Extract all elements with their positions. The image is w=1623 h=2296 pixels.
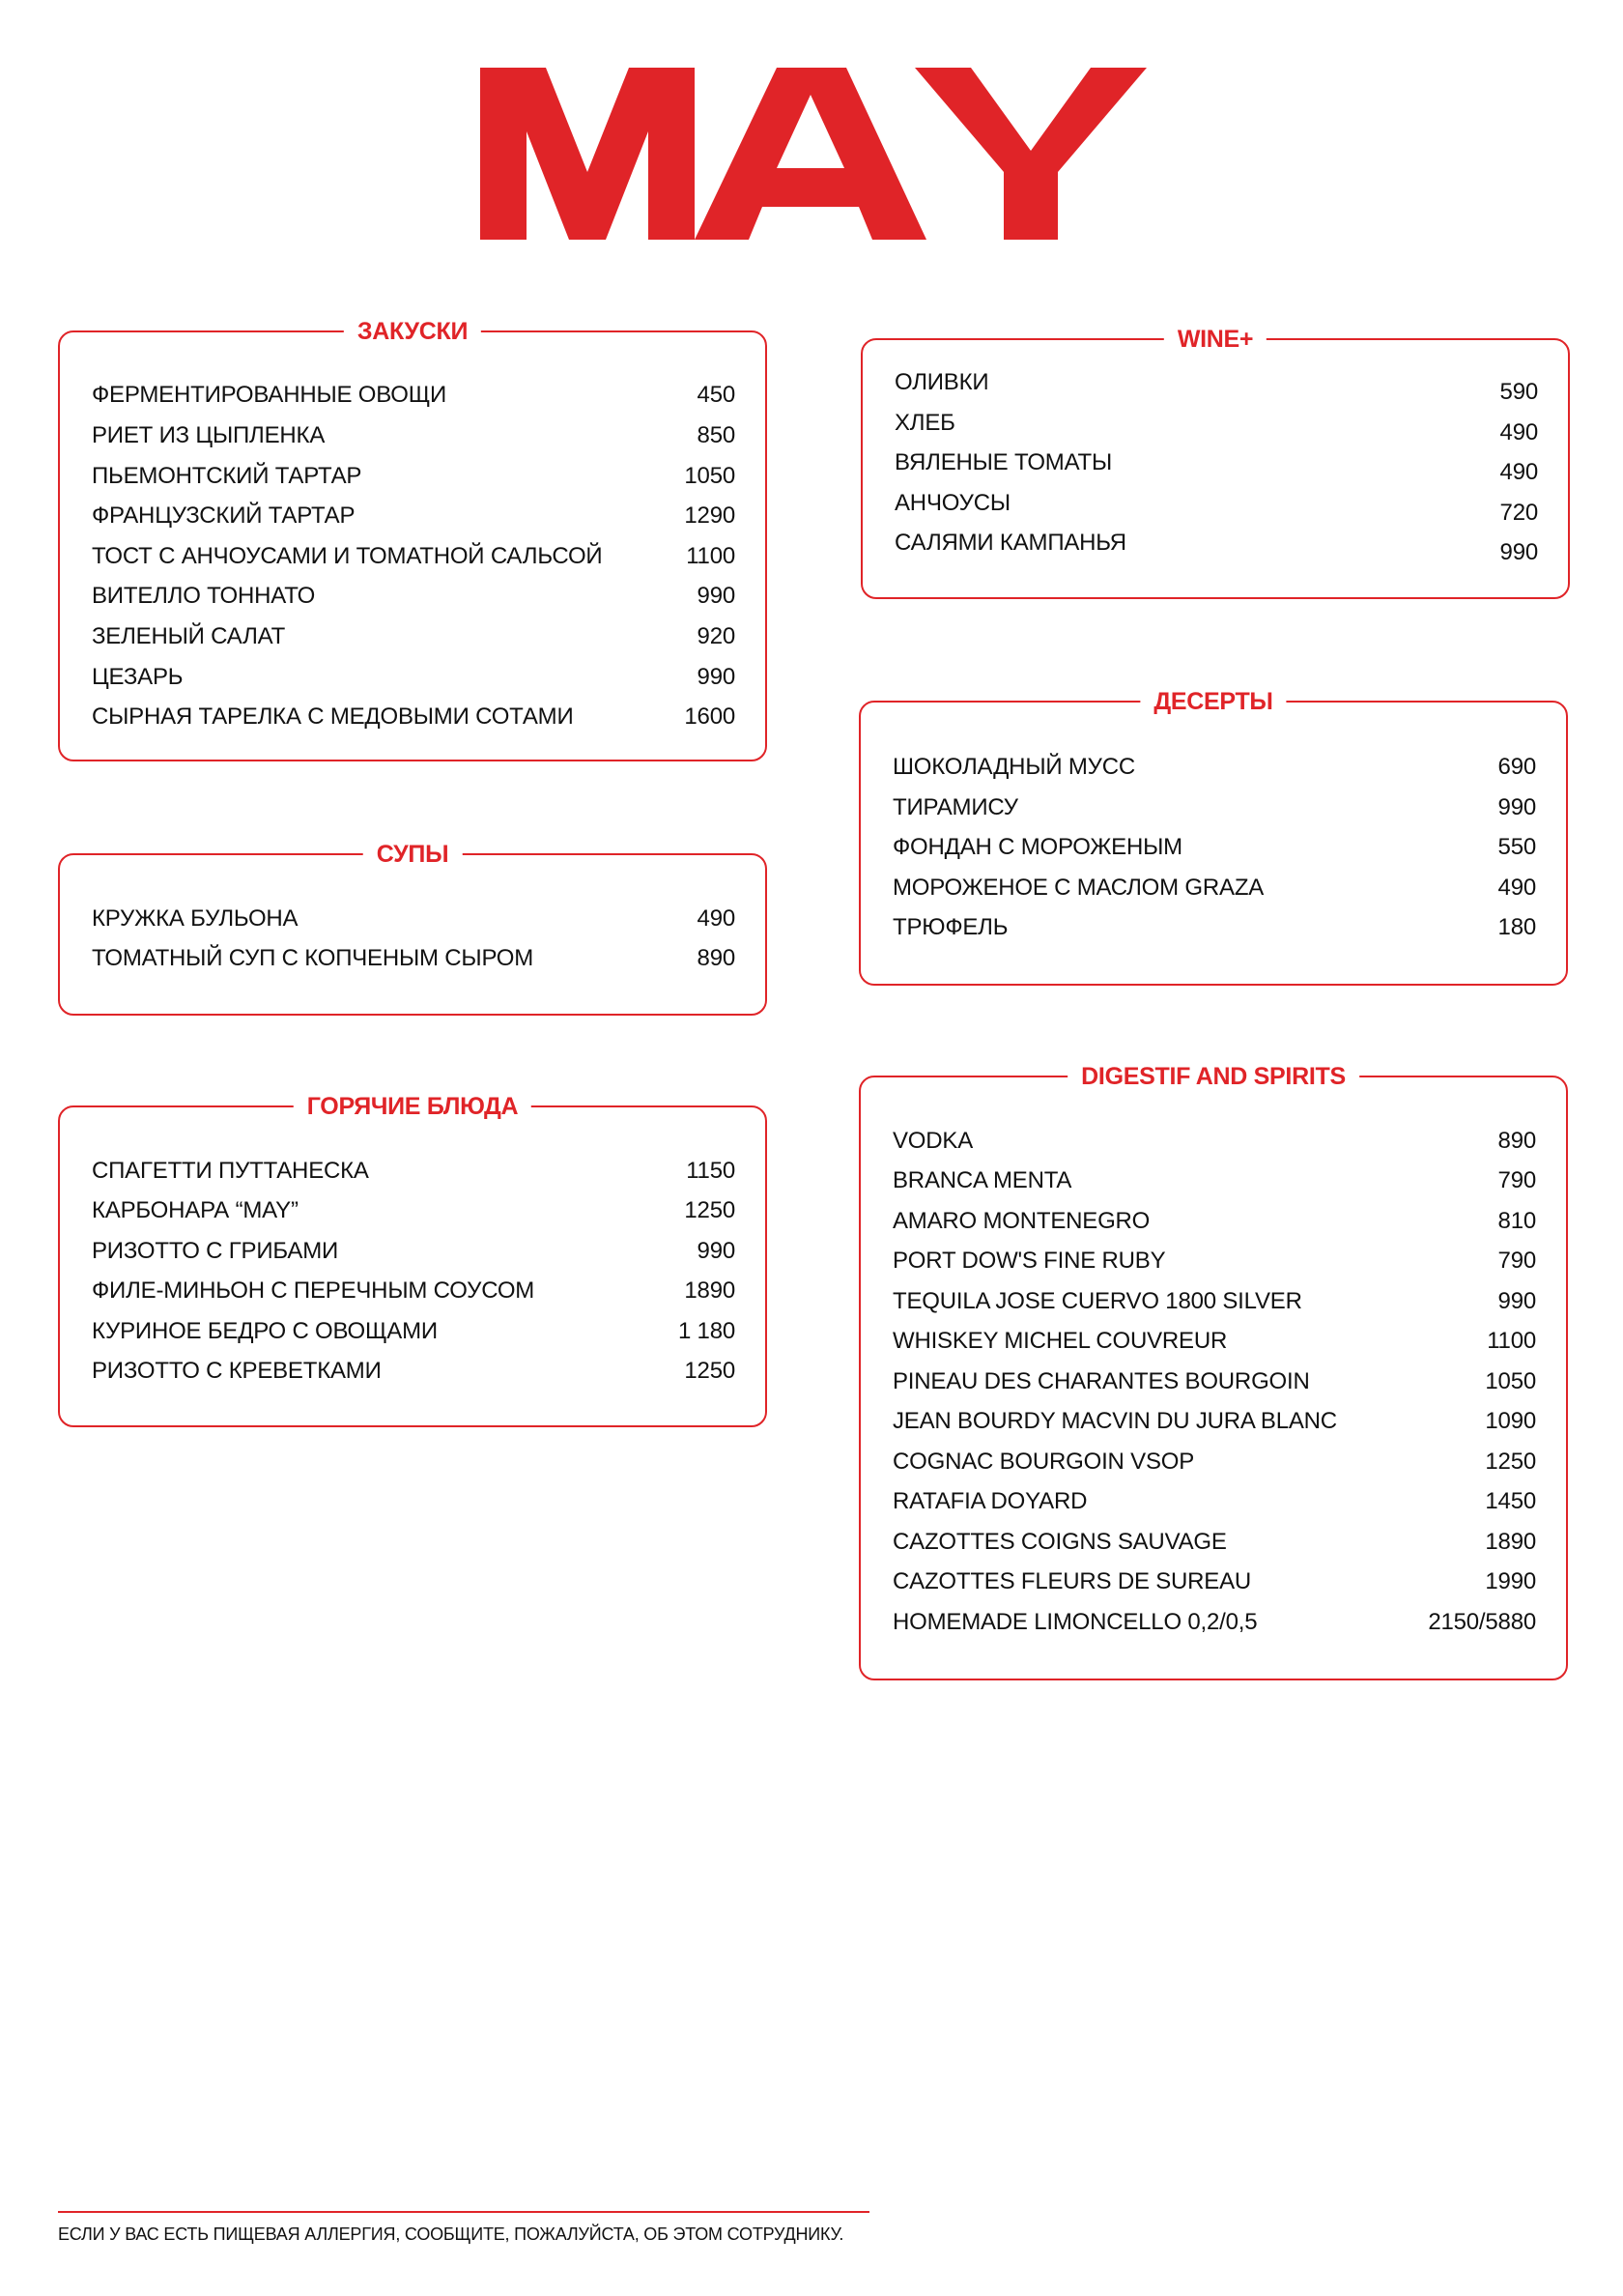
item-name: CAZOTTES COIGNS SAUVAGE (893, 1528, 1227, 1555)
section-title: ЗАКУСКИ (344, 317, 481, 346)
menu-item (893, 1481, 1536, 1521)
item-name: РИЗОТТО С ГРИБАМИ (92, 1237, 339, 1264)
menu-item (92, 536, 735, 576)
item-name: TEQUILA JOSE CUERVO 1800 SILVER (893, 1287, 1302, 1314)
menu-item (893, 1362, 1536, 1401)
item-name: AMARO MONTENEGRO (893, 1207, 1151, 1234)
item-price: 1600 (684, 703, 735, 730)
item-price: 490 (697, 904, 735, 932)
item-name: МОРОЖЕНОЕ С МАСЛОМ GRAZA (893, 874, 1265, 901)
menu-item (92, 416, 735, 455)
logo-letter-a (695, 68, 926, 240)
menu-item (893, 1522, 1536, 1562)
menu-item (895, 490, 1538, 530)
allergy-note: ЕСЛИ У ВАС ЕСТЬ ПИЩЕВАЯ АЛЛЕРГИЯ, СООБЩИТЕ, ПОЖАЛУЙСТА, ОБ ЭТОМ СОТРУДНИКУ. (58, 2224, 844, 2244)
menu-item (893, 1602, 1536, 1642)
section-supy (58, 841, 767, 1016)
section-title: ГОРЯЧИЕ БЛЮДА (294, 1092, 531, 1121)
item-price: 1050 (1485, 1367, 1536, 1394)
logo-letter-y (915, 68, 1147, 240)
item-name: ФЕРМЕНТИРОВАННЫЕ ОВОЩИ (92, 381, 447, 408)
item-name: ЦЕЗАРЬ (92, 663, 184, 690)
menu-item (893, 1321, 1536, 1361)
item-name: WHISKEY MICHEL COUVREUR (893, 1327, 1228, 1354)
item-name: ТОСТ С АНЧОУСАМИ И ТОМАТНОЙ САЛЬСОЙ (92, 542, 603, 569)
footer-divider (58, 2211, 869, 2213)
item-price: 1890 (1485, 1528, 1536, 1555)
item-name: ФИЛЕ-МИНЬОН С ПЕРЕЧНЫМ СОУСОМ (92, 1277, 535, 1304)
menu-item (893, 788, 1536, 827)
item-price: 990 (1499, 539, 1538, 565)
menu-item (893, 907, 1536, 947)
item-price: 890 (1497, 1127, 1536, 1154)
section-digestif-spirits (859, 1063, 1568, 1680)
item-price: 490 (1499, 419, 1538, 445)
item-price: 1150 (686, 1157, 735, 1184)
item-price: 1250 (684, 1196, 735, 1223)
menu-item (893, 868, 1536, 907)
menu-item (92, 576, 735, 616)
item-name: JEAN BOURDY MACVIN DU JURA BLANC (893, 1407, 1337, 1434)
item-price: 690 (1497, 753, 1536, 780)
section-hot-dishes (58, 1093, 767, 1427)
item-name: ВИТЕЛЛО ТОННАТО (92, 582, 316, 609)
item-price: 920 (697, 622, 735, 649)
item-price: 790 (1497, 1166, 1536, 1193)
menu-item (92, 657, 735, 697)
item-price: 990 (697, 1237, 735, 1264)
menu-item (895, 410, 1538, 449)
item-name: CAZOTTES FLEURS DE SUREAU (893, 1567, 1252, 1594)
item-name: КРУЖКА БУЛЬОНА (92, 904, 299, 932)
item-price: 1100 (686, 542, 735, 569)
section-title: WINE+ (1164, 325, 1267, 354)
menu-item (92, 1311, 735, 1351)
item-name: ШОКОЛАДНЫЙ МУСС (893, 753, 1135, 780)
item-name: ФОНДАН С МОРОЖЕНЫМ (893, 833, 1182, 860)
menu-item (893, 1442, 1536, 1481)
section-title: ДЕСЕРТЫ (1140, 687, 1286, 716)
menu-item (893, 1281, 1536, 1321)
menu-item (895, 369, 1538, 409)
section-zakuski (58, 318, 767, 761)
item-name: КУРИНОЕ БЕДРО С ОВОЩАМИ (92, 1317, 438, 1344)
menu-item (92, 617, 735, 656)
item-name: КАРБОНАРА “MAY” (92, 1196, 299, 1223)
item-name: PORT DOW'S FINE RUBY (893, 1247, 1166, 1274)
item-name: VODKA (893, 1127, 974, 1154)
item-price: 720 (1499, 500, 1538, 526)
item-name: СЫРНАЯ ТАРЕЛКА С МЕДОВЫМИ СОТАМИ (92, 703, 574, 730)
menu-item (92, 1351, 735, 1391)
menu-item (92, 1191, 735, 1230)
logo-letter-m (480, 68, 695, 240)
item-price: 490 (1499, 459, 1538, 485)
menu-item (893, 1401, 1536, 1441)
item-name: ТИРАМИСУ (893, 793, 1018, 820)
menu-item (92, 1231, 735, 1271)
may-logo (480, 68, 1147, 240)
item-price: 990 (697, 663, 735, 690)
item-price: 1250 (684, 1357, 735, 1384)
item-price: 450 (697, 381, 735, 408)
menu-item (92, 938, 735, 978)
item-price: 1100 (1487, 1327, 1536, 1354)
item-price: 990 (1497, 793, 1536, 820)
menu-item (92, 375, 735, 415)
item-price: 890 (697, 944, 735, 971)
section-wine-plus (861, 326, 1570, 599)
item-price: 990 (697, 582, 735, 609)
item-name: ЗЕЛЕНЫЙ САЛАТ (92, 622, 286, 649)
item-price: 1290 (684, 502, 735, 529)
item-price: 550 (1497, 833, 1536, 860)
item-price: 1450 (1485, 1487, 1536, 1514)
item-name: РИЗОТТО С КРЕВЕТКАМИ (92, 1357, 382, 1384)
menu-item (893, 1201, 1536, 1241)
menu-item (92, 1151, 735, 1191)
item-price: 490 (1497, 874, 1536, 901)
item-name: ОЛИВКИ (895, 369, 989, 395)
item-name: ТОМАТНЫЙ СУП С КОПЧЕНЫМ СЫРОМ (92, 944, 534, 971)
item-price: 810 (1497, 1207, 1536, 1234)
item-name: САЛЯМИ КАМПАНЬЯ (895, 530, 1126, 556)
item-name: PINEAU DES CHARANTES BOURGOIN (893, 1367, 1310, 1394)
item-price: 1990 (1485, 1567, 1536, 1594)
item-name: COGNAC BOURGOIN VSOP (893, 1448, 1195, 1475)
item-name: BRANCA MENTA (893, 1166, 1072, 1193)
item-price: 850 (697, 421, 735, 448)
section-title: DIGESTIF AND SPIRITS (1068, 1062, 1359, 1091)
menu-item (893, 1121, 1536, 1161)
item-name: ТРЮФЕЛЬ (893, 913, 1009, 940)
item-name: ФРАНЦУЗСКИЙ ТАРТАР (92, 502, 356, 529)
item-name: ПЬЕМОНТСКИЙ ТАРТАР (92, 462, 362, 489)
item-name: ХЛЕБ (895, 410, 955, 436)
menu-item (92, 899, 735, 938)
item-price: 1890 (684, 1277, 735, 1304)
item-price: 180 (1497, 913, 1536, 940)
menu-item (92, 456, 735, 496)
menu-item (893, 747, 1536, 787)
menu-item (92, 697, 735, 736)
item-price: 1 180 (677, 1317, 735, 1344)
item-price: 590 (1499, 379, 1538, 405)
item-price: 1250 (1485, 1448, 1536, 1475)
item-name: РИЕТ ИЗ ЦЫПЛЕНКА (92, 421, 326, 448)
menu-item (893, 827, 1536, 867)
menu-item (92, 496, 735, 535)
item-price: 2150/5880 (1428, 1608, 1536, 1635)
item-name: СПАГЕТТИ ПУТТАНЕСКА (92, 1157, 369, 1184)
item-price: 990 (1497, 1287, 1536, 1314)
section-desserts (859, 688, 1568, 986)
menu-item (893, 1241, 1536, 1280)
item-name: АНЧОУСЫ (895, 490, 1011, 516)
item-price: 1090 (1485, 1407, 1536, 1434)
item-name: RATAFIA DOYARD (893, 1487, 1088, 1514)
item-name: HOMEMADE LIMONCELLO 0,2/0,5 (893, 1608, 1258, 1635)
menu-item (92, 1271, 735, 1310)
menu-item (893, 1562, 1536, 1601)
menu-item (893, 1161, 1536, 1200)
item-price: 790 (1497, 1247, 1536, 1274)
item-price: 1050 (684, 462, 735, 489)
item-name: ВЯЛЕНЫЕ ТОМАТЫ (895, 449, 1113, 475)
menu-item (895, 530, 1538, 569)
section-title: СУПЫ (363, 840, 463, 869)
menu-item (895, 449, 1538, 489)
